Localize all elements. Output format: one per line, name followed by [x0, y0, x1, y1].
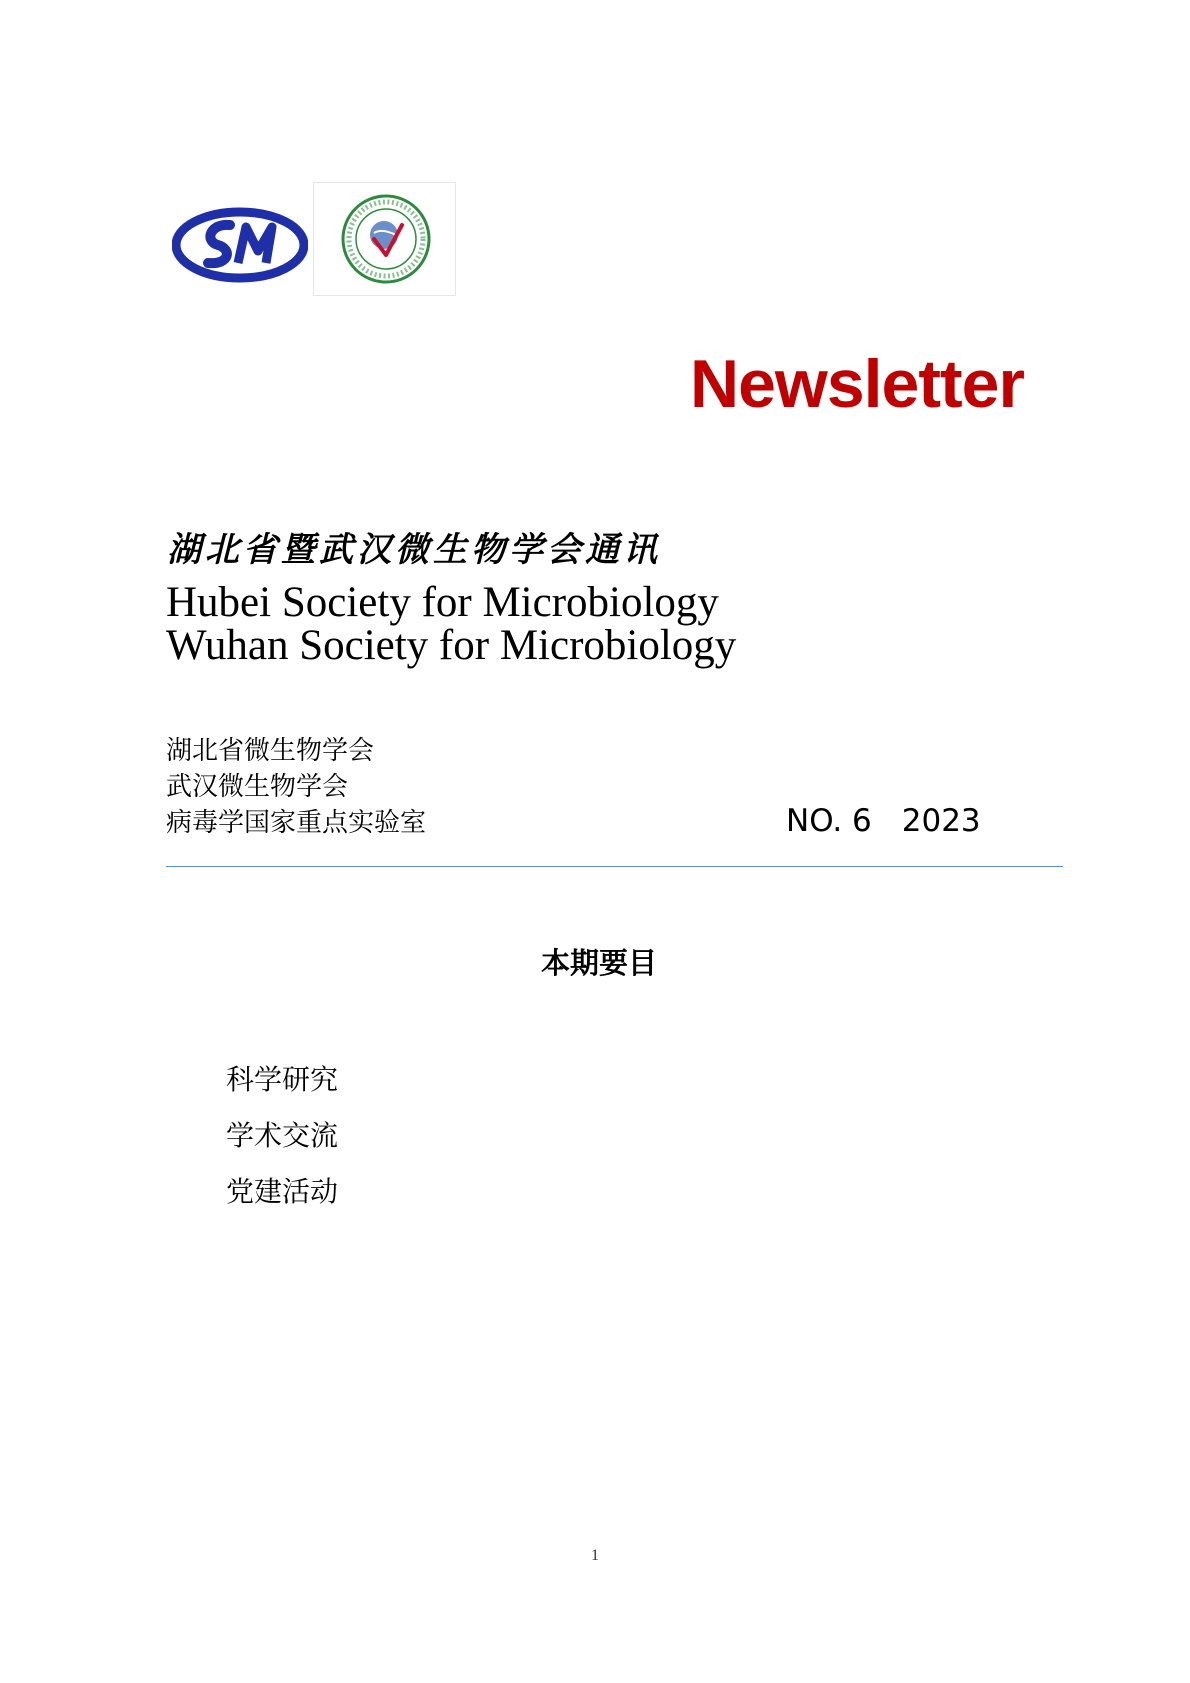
organization-wuhan-society: 武汉微生物学会: [166, 772, 349, 802]
chinese-masthead-title: 湖北省暨武汉微生物学会通讯: [167, 530, 661, 570]
csm-society-logo-icon: [172, 205, 308, 285]
contents-item-academic-exchange: 学术交流: [226, 1119, 339, 1152]
contents-item-party-building: 党建活动: [226, 1175, 339, 1208]
organization-hubei-society: 湖北省微生物学会: [166, 736, 375, 766]
contents-list: [226, 1052, 338, 1220]
english-masthead-line-2: Wuhan Society for Microbiology: [166, 622, 737, 669]
page-number: 1: [591, 1547, 599, 1564]
english-masthead-line-1: Hubei Society for Microbiology: [166, 579, 719, 626]
issue-info: [786, 801, 981, 841]
lab-logo-frame: [313, 182, 456, 296]
issue-year: 2023: [901, 803, 981, 839]
issue-number: NO. 6: [786, 803, 872, 839]
header-divider: [166, 866, 1063, 867]
state-key-laboratory-of-virology-seal-icon: [340, 193, 432, 285]
organization-state-key-lab: 病毒学国家重点实验室: [166, 808, 427, 838]
newsletter-title: Newsletter: [690, 346, 1024, 422]
contents-heading: 本期要目: [540, 946, 657, 980]
contents-item-scientific-research: 科学研究: [226, 1063, 339, 1096]
